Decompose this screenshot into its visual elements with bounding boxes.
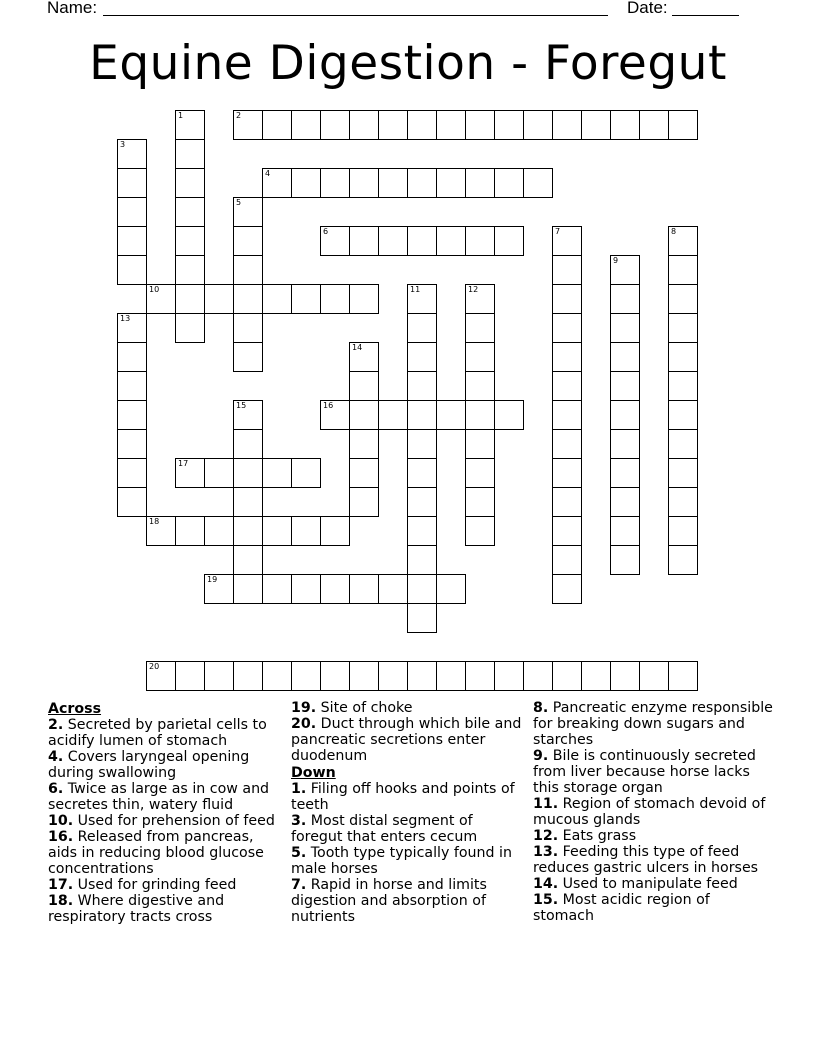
- clue-down: 15. Most acidic region of stomach: [533, 892, 710, 924]
- grid-cell[interactable]: [552, 371, 582, 401]
- clue-across: 20. Duct through which bile and pancreatic secretions enter duodenum: [291, 716, 522, 764]
- grid-cell[interactable]: [349, 661, 379, 691]
- clue-down: 12. Eats grass: [533, 828, 637, 844]
- grid-cell[interactable]: [407, 574, 437, 604]
- grid-cell[interactable]: [175, 661, 205, 691]
- grid-cell[interactable]: [436, 168, 466, 198]
- clue-down: 13. Feeding this type of feed reduces gastric ulcers in horses: [533, 844, 759, 876]
- name-field[interactable]: [103, 15, 608, 16]
- grid-cell[interactable]: [407, 371, 437, 401]
- clue-number: 10: [149, 285, 160, 294]
- grid-cell[interactable]: [494, 168, 524, 198]
- clue-across: 2. Secreted by parietal cells to acidify lumen of stomach: [48, 717, 267, 749]
- grid-cell[interactable]: [465, 168, 495, 198]
- clue-number: 7: [555, 227, 561, 236]
- grid-cell[interactable]: [233, 516, 263, 546]
- grid-cell[interactable]: [349, 487, 379, 517]
- grid-cell[interactable]: [320, 226, 350, 256]
- grid-cell[interactable]: [291, 284, 321, 314]
- clue-down: 1. Filing off hooks and points of teeth: [291, 781, 515, 813]
- grid-cell[interactable]: [175, 110, 205, 140]
- grid-cell[interactable]: [407, 400, 437, 430]
- grid-cell[interactable]: [668, 661, 698, 691]
- grid-cell[interactable]: [494, 400, 524, 430]
- grid-cell[interactable]: [610, 342, 640, 372]
- grid-cell[interactable]: [117, 342, 147, 372]
- grid-cell[interactable]: [262, 458, 292, 488]
- grid-cell[interactable]: [291, 168, 321, 198]
- clue-down: 9. Bile is continuously secreted from liver because horse lacks this storage organ: [533, 748, 756, 796]
- grid-cell[interactable]: [407, 487, 437, 517]
- grid-cell[interactable]: [668, 371, 698, 401]
- grid-cell[interactable]: [552, 661, 582, 691]
- grid-cell[interactable]: [407, 516, 437, 546]
- grid-cell[interactable]: [233, 458, 263, 488]
- across-heading: Across: [48, 701, 102, 717]
- clue-number: 12: [468, 285, 479, 294]
- grid-cell[interactable]: [349, 574, 379, 604]
- clue-across: 6. Twice as large as in cow and secretes thin, watery fluid: [48, 781, 270, 813]
- grid-cell[interactable]: [117, 400, 147, 430]
- clue-number: 2: [236, 111, 242, 120]
- grid-cell[interactable]: [117, 313, 147, 343]
- grid-cell[interactable]: [233, 487, 263, 517]
- grid-cell[interactable]: [668, 110, 698, 140]
- grid-cell[interactable]: [407, 110, 437, 140]
- grid-cell[interactable]: [146, 284, 176, 314]
- clue-across: 18. Where digestive and respiratory tracts cross: [48, 893, 225, 925]
- clue-number: 9: [613, 256, 619, 265]
- clue-number: 19: [207, 575, 218, 584]
- grid-cell[interactable]: [668, 342, 698, 372]
- grid-cell[interactable]: [233, 284, 263, 314]
- grid-cell[interactable]: [610, 429, 640, 459]
- grid-cell[interactable]: [117, 139, 147, 169]
- grid-cell[interactable]: [407, 168, 437, 198]
- grid-cell[interactable]: [349, 342, 379, 372]
- grid-cell[interactable]: [233, 197, 263, 227]
- grid-cell[interactable]: [610, 371, 640, 401]
- grid-cell[interactable]: [436, 110, 466, 140]
- name-date-header: [0, 0, 816, 22]
- grid-cell[interactable]: [668, 429, 698, 459]
- grid-cell[interactable]: [175, 168, 205, 198]
- grid-cell[interactable]: [552, 487, 582, 517]
- grid-cell[interactable]: [233, 226, 263, 256]
- grid-cell[interactable]: [668, 545, 698, 575]
- grid-cell[interactable]: [175, 139, 205, 169]
- grid-cell[interactable]: [581, 661, 611, 691]
- grid-cell[interactable]: [175, 226, 205, 256]
- grid-cell[interactable]: [552, 313, 582, 343]
- clue-down: 8. Pancreatic enzyme responsible for breaking down sugars and starches: [533, 700, 773, 748]
- grid-cell[interactable]: [117, 371, 147, 401]
- grid-cell[interactable]: [465, 487, 495, 517]
- grid-cell[interactable]: [233, 545, 263, 575]
- grid-cell[interactable]: [436, 226, 466, 256]
- grid-cell[interactable]: [204, 516, 234, 546]
- grid-cell[interactable]: [262, 110, 292, 140]
- grid-cell[interactable]: [320, 110, 350, 140]
- clue-number: 3: [120, 140, 126, 149]
- grid-cell[interactable]: [378, 168, 408, 198]
- grid-cell[interactable]: [349, 110, 379, 140]
- grid-cell[interactable]: [407, 458, 437, 488]
- grid-cell[interactable]: [552, 545, 582, 575]
- grid-cell[interactable]: [465, 516, 495, 546]
- grid-cell[interactable]: [668, 255, 698, 285]
- grid-cell[interactable]: [610, 458, 640, 488]
- grid-cell[interactable]: [465, 429, 495, 459]
- grid-cell[interactable]: [465, 371, 495, 401]
- grid-cell[interactable]: [552, 284, 582, 314]
- grid-cell[interactable]: [668, 313, 698, 343]
- grid-cell[interactable]: [349, 429, 379, 459]
- grid-cell[interactable]: [117, 168, 147, 198]
- grid-cell[interactable]: [204, 458, 234, 488]
- grid-cell[interactable]: [465, 226, 495, 256]
- grid-cell[interactable]: [552, 400, 582, 430]
- clue-number: 8: [671, 227, 677, 236]
- grid-cell[interactable]: [117, 487, 147, 517]
- grid-cell[interactable]: [523, 168, 553, 198]
- grid-cell[interactable]: [117, 429, 147, 459]
- name-label: Name:: [47, 0, 98, 17]
- clue-number: 18: [149, 517, 160, 526]
- clue-across: 16. Released from pancreas, aids in reducing blood glucose concentrations: [48, 829, 264, 877]
- clue-across: 17. Used for grinding feed: [48, 877, 237, 893]
- clue-number: 16: [323, 401, 334, 410]
- clue-across: 19. Site of choke: [291, 700, 413, 716]
- grid-cell[interactable]: [552, 458, 582, 488]
- grid-cell[interactable]: [494, 226, 524, 256]
- grid-cell[interactable]: [175, 458, 205, 488]
- clue-down: 7. Rapid in horse and limits digestion and absorption of nutrients: [291, 877, 487, 925]
- grid-cell[interactable]: [233, 342, 263, 372]
- grid-cell[interactable]: [552, 342, 582, 372]
- date-field[interactable]: [672, 15, 739, 16]
- clues-column-3: [533, 700, 773, 924]
- grid-cell[interactable]: [262, 284, 292, 314]
- grid-cell[interactable]: [204, 574, 234, 604]
- grid-cell[interactable]: [523, 661, 553, 691]
- grid-cell[interactable]: [262, 574, 292, 604]
- grid-cell[interactable]: [494, 661, 524, 691]
- clue-number: 5: [236, 198, 242, 207]
- grid-cell[interactable]: [552, 516, 582, 546]
- clue-number: 13: [120, 314, 131, 323]
- grid-cell[interactable]: [436, 400, 466, 430]
- grid-cell[interactable]: [117, 226, 147, 256]
- grid-cell[interactable]: [668, 487, 698, 517]
- grid-cell[interactable]: [349, 284, 379, 314]
- grid-cell[interactable]: [552, 255, 582, 285]
- grid-cell[interactable]: [291, 110, 321, 140]
- grid-cell[interactable]: [610, 255, 640, 285]
- grid-cell[interactable]: [465, 284, 495, 314]
- grid-cell[interactable]: [610, 487, 640, 517]
- clue-down: 11. Region of stomach devoid of mucous glands: [533, 796, 766, 828]
- clue-down: 3. Most distal segment of foregut that enters cecum: [291, 813, 478, 845]
- grid-cell[interactable]: [320, 516, 350, 546]
- clue-number: 1: [178, 111, 184, 120]
- grid-cell[interactable]: [146, 661, 176, 691]
- grid-cell[interactable]: [233, 313, 263, 343]
- grid-cell[interactable]: [407, 284, 437, 314]
- grid-cell[interactable]: [262, 516, 292, 546]
- grid-cell[interactable]: [639, 661, 669, 691]
- clue-across: 10. Used for prehension of feed: [48, 813, 275, 829]
- grid-cell[interactable]: [552, 110, 582, 140]
- grid-cell[interactable]: [610, 400, 640, 430]
- grid-cell[interactable]: [349, 400, 379, 430]
- grid-cell[interactable]: [610, 284, 640, 314]
- grid-cell[interactable]: [262, 168, 292, 198]
- grid-cell[interactable]: [291, 574, 321, 604]
- grid-cell[interactable]: [610, 516, 640, 546]
- clue-number: 17: [178, 459, 189, 468]
- grid-cell[interactable]: [291, 661, 321, 691]
- grid-cell[interactable]: [407, 342, 437, 372]
- grid-cell[interactable]: [610, 545, 640, 575]
- clues-column-2: [291, 700, 527, 925]
- grid-cell[interactable]: [117, 197, 147, 227]
- grid-cell[interactable]: [349, 371, 379, 401]
- grid-cell[interactable]: [233, 429, 263, 459]
- grid-cell[interactable]: [349, 168, 379, 198]
- grid-cell[interactable]: [407, 313, 437, 343]
- clue-down: 5. Tooth type typically found in male horses: [291, 845, 512, 877]
- grid-cell[interactable]: [291, 458, 321, 488]
- grid-cell[interactable]: [320, 574, 350, 604]
- puzzle-title: Equine Digestion - Foregut: [89, 36, 727, 91]
- grid-cell[interactable]: [378, 226, 408, 256]
- date-label: Date:: [627, 0, 668, 17]
- grid-cell[interactable]: [175, 313, 205, 343]
- grid-cell[interactable]: [465, 313, 495, 343]
- grid-cell[interactable]: [175, 284, 205, 314]
- grid-cell[interactable]: [291, 516, 321, 546]
- grid-cell[interactable]: [175, 255, 205, 285]
- grid-cell[interactable]: [175, 197, 205, 227]
- clue-across: 4. Covers laryngeal opening during swallowing: [48, 749, 250, 781]
- grid-cell[interactable]: [233, 255, 263, 285]
- grid-cell[interactable]: [465, 110, 495, 140]
- grid-cell[interactable]: [204, 661, 234, 691]
- grid-cell[interactable]: [465, 661, 495, 691]
- grid-cell[interactable]: [117, 255, 147, 285]
- grid-cell[interactable]: [146, 516, 176, 546]
- grid-cell[interactable]: [320, 661, 350, 691]
- grid-cell[interactable]: [610, 661, 640, 691]
- grid-cell[interactable]: [668, 226, 698, 256]
- grid-cell[interactable]: [668, 400, 698, 430]
- clue-number: 4: [265, 169, 271, 178]
- grid-cell[interactable]: [407, 603, 437, 633]
- clue-number: 6: [323, 227, 329, 236]
- grid-cell[interactable]: [233, 661, 263, 691]
- down-heading: Down: [291, 765, 336, 781]
- clue-down: 14. Used to manipulate feed: [533, 876, 738, 892]
- clue-number: 14: [352, 343, 363, 352]
- grid-cell[interactable]: [610, 110, 640, 140]
- grid-cell[interactable]: [349, 458, 379, 488]
- grid-cell[interactable]: [668, 516, 698, 546]
- grid-cell[interactable]: [494, 110, 524, 140]
- grid-cell[interactable]: [436, 661, 466, 691]
- grid-cell[interactable]: [407, 429, 437, 459]
- grid-cell[interactable]: [465, 458, 495, 488]
- grid-cell[interactable]: [407, 661, 437, 691]
- grid-cell[interactable]: [465, 342, 495, 372]
- grid-cell[interactable]: [581, 110, 611, 140]
- clues-column-1: [48, 700, 280, 925]
- grid-cell[interactable]: [378, 661, 408, 691]
- grid-cell[interactable]: [349, 226, 379, 256]
- grid-cell[interactable]: [407, 226, 437, 256]
- grid-cell[interactable]: [204, 284, 234, 314]
- clue-number: 11: [410, 285, 421, 294]
- grid-cell[interactable]: [320, 168, 350, 198]
- grid-cell[interactable]: [378, 574, 408, 604]
- grid-cell[interactable]: [175, 516, 205, 546]
- grid-cell[interactable]: [668, 284, 698, 314]
- grid-cell[interactable]: [523, 110, 553, 140]
- grid-cell[interactable]: [262, 661, 292, 691]
- grid-cell[interactable]: [407, 545, 437, 575]
- clue-number: 15: [236, 401, 247, 410]
- grid-cell[interactable]: [668, 458, 698, 488]
- grid-cell[interactable]: [610, 313, 640, 343]
- grid-cell[interactable]: [436, 574, 466, 604]
- grid-cell[interactable]: [320, 284, 350, 314]
- grid-cell[interactable]: [552, 574, 582, 604]
- grid-cell[interactable]: [233, 400, 263, 430]
- grid-cell[interactable]: [117, 458, 147, 488]
- grid-cell[interactable]: [552, 226, 582, 256]
- grid-cell[interactable]: [320, 400, 350, 430]
- grid-cell[interactable]: [233, 110, 263, 140]
- grid-cell[interactable]: [378, 110, 408, 140]
- grid-cell[interactable]: [552, 429, 582, 459]
- grid-cell[interactable]: [465, 400, 495, 430]
- clue-number: 20: [149, 662, 160, 671]
- grid-cell[interactable]: [233, 574, 263, 604]
- grid-cell[interactable]: [639, 110, 669, 140]
- grid-cell[interactable]: [378, 400, 408, 430]
